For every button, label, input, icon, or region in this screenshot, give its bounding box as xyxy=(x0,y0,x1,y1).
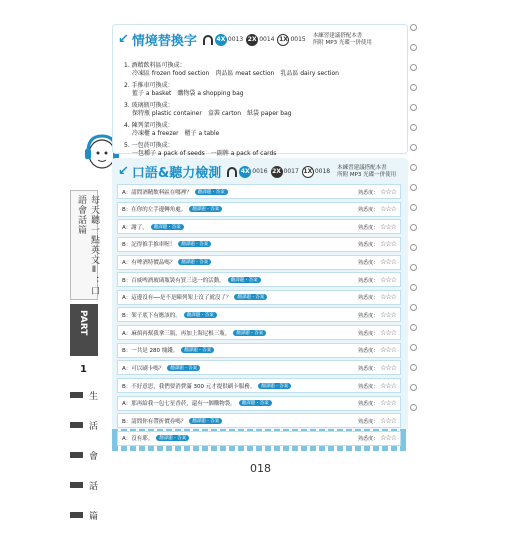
answer-tag[interactable]: 翻譯題・答案 xyxy=(228,277,261,283)
familiarity-rating[interactable]: 熟悉度： ☆☆☆ xyxy=(358,310,396,319)
track-1x[interactable]: 1X 0015 xyxy=(277,34,305,46)
book-title: 每天聽一點英文Ⅱ：口語會話篇 xyxy=(76,195,99,296)
star-icon[interactable]: ☆☆☆ xyxy=(380,416,396,425)
chapter-tab: 會 xyxy=(70,445,98,465)
track-4x[interactable]: 4X 0013 xyxy=(215,34,243,46)
dialogue-text: A：謝了。 xyxy=(122,224,148,231)
answer-tag[interactable]: 翻譯題・答案 xyxy=(189,418,222,424)
answer-tag[interactable]: 翻譯題・答案 xyxy=(156,435,189,441)
book-title-tab xyxy=(70,190,98,300)
star-icon[interactable]: ☆☆☆ xyxy=(380,381,396,390)
star-icon[interactable]: ☆☆☆ xyxy=(380,275,396,284)
list-item: 5. 一包菸可換成： 一包種子 a pack of seeds 一副牌 a pack of cards xyxy=(124,142,277,157)
section2-title: 口語&聽力檢測 xyxy=(131,166,222,181)
answer-tag[interactable]: 翻譯題・答案 xyxy=(167,365,200,371)
binder-hole xyxy=(410,284,417,291)
dialogue-row xyxy=(117,219,401,234)
mp3-note: 本練習建議搭配本書 所附 MP3 光碟一併使用 xyxy=(312,32,372,46)
dialogue-row xyxy=(117,378,401,393)
part-tab xyxy=(70,304,98,356)
binder-hole xyxy=(410,84,417,91)
dialogue-text: A：有啤酒特價品嗎？ xyxy=(122,260,176,267)
chapter-tab: 篇 xyxy=(70,505,98,525)
section1-title: 情境替換字 xyxy=(131,34,197,49)
track-2x[interactable]: 2X 0017 xyxy=(271,166,299,178)
answer-tag[interactable]: 翻譯題・答案 xyxy=(189,206,222,212)
dialogue-row xyxy=(117,396,401,411)
dialogue-text: B：不好意思，我們要消費滿 300 元才提供刷卡服務。 xyxy=(122,383,256,390)
dialogue-row xyxy=(117,290,401,305)
list-item: 4. 陳列架可換成： 冷凍櫃 a freezer 櫃子 a table xyxy=(124,122,220,137)
substitution-list xyxy=(124,62,400,162)
arrow-icon: ↙ xyxy=(118,32,129,47)
binder-hole xyxy=(410,44,417,51)
lesson-card xyxy=(112,24,408,444)
familiarity-rating[interactable]: 熟悉度： ☆☆☆ xyxy=(358,240,396,249)
section2-header xyxy=(118,162,408,181)
binder-hole xyxy=(410,324,417,331)
track-badges xyxy=(227,166,333,178)
dialogue-row xyxy=(117,237,401,252)
list-item: 3. 玻璃瓶可換成： 保特瓶 plastic container 盒裝 carton 紙袋 paper bag xyxy=(124,102,292,117)
binder-hole xyxy=(410,304,417,311)
familiarity-rating[interactable]: 熟悉度： ☆☆☆ xyxy=(358,205,396,214)
binder-hole xyxy=(410,244,417,251)
binder-hole xyxy=(410,144,417,151)
binder-hole xyxy=(410,344,417,351)
star-icon[interactable]: ☆☆☆ xyxy=(380,399,396,408)
star-icon[interactable]: ☆☆☆ xyxy=(380,293,396,302)
answer-tag[interactable]: 翻譯題・答案 xyxy=(233,330,266,336)
binder-hole xyxy=(410,104,417,111)
dialogue-text: B：在你的左手邊轉角處。 xyxy=(122,207,187,214)
familiarity-rating[interactable]: 熟悉度： ☆☆☆ xyxy=(358,293,396,302)
dialogue-row xyxy=(117,360,401,375)
answer-tag[interactable]: 翻譯題・答案 xyxy=(178,259,211,265)
track-2x[interactable]: 2X 0014 xyxy=(246,34,274,46)
arrow-icon: ↙ xyxy=(118,164,129,179)
binder-holes xyxy=(410,24,420,444)
answer-tag[interactable]: 翻譯題・答案 xyxy=(184,312,217,318)
headphone-icon xyxy=(203,35,213,45)
list-item: 2. 手推車可換成： 籃子 a basket 購物袋 a shopping bag xyxy=(124,82,244,97)
star-icon[interactable]: ☆☆☆ xyxy=(380,240,396,249)
answer-tag[interactable]: 翻譯題・答案 xyxy=(234,294,267,300)
dialogue-row xyxy=(117,325,401,340)
familiarity-rating[interactable]: 熟悉度： ☆☆☆ xyxy=(358,275,396,284)
dialogue-row xyxy=(117,184,401,199)
dialogue-text: A：可以刷卡嗎？ xyxy=(122,365,165,372)
dialogue-row xyxy=(117,343,401,358)
dialogue-text: B：一共是 280 塊錢。 xyxy=(122,348,179,355)
binder-hole xyxy=(410,64,417,71)
page-number: 018 xyxy=(250,462,271,475)
binder-hole xyxy=(410,224,417,231)
chapter-tab: 話 xyxy=(70,475,98,495)
familiarity-rating[interactable]: 熟悉度： ☆☆☆ xyxy=(358,258,396,267)
section1-header xyxy=(118,30,408,49)
part-label: PART xyxy=(78,310,88,336)
dialogue-text: A：請問酒精飲料區在哪裡？ xyxy=(122,189,192,196)
track-badges xyxy=(203,34,309,46)
dialogue-text: B：架子底下有應該的。 xyxy=(122,312,181,319)
dialogue-text: A：沒有耶。 xyxy=(122,436,154,443)
dialogue-row xyxy=(117,272,401,287)
familiarity-rating[interactable]: 熟悉度： ☆☆☆ xyxy=(358,416,396,425)
chapter-tabs xyxy=(70,385,98,525)
familiarity-rating[interactable]: 熟悉度： ☆☆☆ xyxy=(358,187,396,196)
binder-hole xyxy=(410,264,417,271)
part-number: 1 xyxy=(80,364,87,375)
dialogue-text: B：百威啤酒玻璃瓶裝有買三送一的活動。 xyxy=(122,277,225,284)
track-1x[interactable]: 1X 0018 xyxy=(302,166,330,178)
dialogue-row xyxy=(117,307,401,322)
star-icon[interactable]: ☆☆☆ xyxy=(380,346,396,355)
dialogue-row xyxy=(117,202,401,217)
answer-tag[interactable]: 翻譯題・答案 xyxy=(178,241,211,247)
dialogue-text: A：那再給我一包七星香菸，還有一個購物袋。 xyxy=(122,401,236,408)
star-icon[interactable]: ☆☆☆ xyxy=(380,434,396,443)
dialogue-rows xyxy=(117,184,401,449)
star-icon[interactable]: ☆☆☆ xyxy=(380,363,396,372)
familiarity-rating[interactable]: 熟悉度： ☆☆☆ xyxy=(358,328,396,337)
star-icon[interactable]: ☆☆☆ xyxy=(380,187,396,196)
star-icon[interactable]: ☆☆☆ xyxy=(380,222,396,231)
familiarity-rating[interactable]: 熟悉度： ☆☆☆ xyxy=(358,222,396,231)
dialogue-text: B：記得推手推車喔！ xyxy=(122,242,176,249)
familiarity-rating[interactable]: 熟悉度： ☆☆☆ xyxy=(358,381,396,390)
dialogue-row xyxy=(117,413,401,428)
chapter-tab: 生 xyxy=(70,385,98,405)
mp3-note: 本練習建議搭配本書 所附 MP3 光碟一併使用 xyxy=(337,164,397,178)
side-strip xyxy=(70,190,98,535)
binder-hole xyxy=(410,384,417,391)
dialogue-row xyxy=(117,431,401,446)
binder-hole xyxy=(410,404,417,411)
list-item: 1. 酒精飲料區可換成： 冷凍區 frozen food section 肉品區 meat section 乳品區 dairy section xyxy=(124,62,339,77)
headphone-icon xyxy=(227,167,237,177)
familiarity-rating[interactable]: 熟悉度： ☆☆☆ xyxy=(358,434,396,443)
star-icon[interactable]: ☆☆☆ xyxy=(380,205,396,214)
dialogue-text: B：請問你有帶折價券嗎？ xyxy=(122,418,187,425)
answer-tag[interactable]: 翻譯題・答案 xyxy=(258,383,291,389)
dialogue-row xyxy=(117,255,401,270)
dialogue-text: A：麻煩再幫我拿三瓶，再加上海尼根三瓶。 xyxy=(122,330,231,337)
star-icon[interactable]: ☆☆☆ xyxy=(380,310,396,319)
binder-hole xyxy=(410,184,417,191)
track-4x[interactable]: 4X 0016 xyxy=(239,166,267,178)
familiarity-rating[interactable]: 熟悉度： ☆☆☆ xyxy=(358,363,396,372)
chapter-tab: 活 xyxy=(70,415,98,435)
answer-tag[interactable]: 翻譯題・答案 xyxy=(181,347,214,353)
binder-hole xyxy=(410,24,417,31)
star-icon[interactable]: ☆☆☆ xyxy=(380,258,396,267)
binder-hole xyxy=(410,164,417,171)
answer-tag[interactable]: 翻譯題・答案 xyxy=(239,400,272,406)
binder-hole xyxy=(410,364,417,371)
familiarity-rating[interactable]: 熟悉度： ☆☆☆ xyxy=(358,346,396,355)
binder-hole xyxy=(410,204,417,211)
answer-tag[interactable]: 翻譯題・答案 xyxy=(195,189,228,195)
dialogue-text: A：這邊沒有──是不是陳列架上沒了就沒了？ xyxy=(122,295,232,302)
binder-hole xyxy=(410,124,417,131)
star-icon[interactable]: ☆☆☆ xyxy=(380,328,396,337)
answer-tag[interactable]: 翻譯題・答案 xyxy=(151,224,184,230)
familiarity-rating[interactable]: 熟悉度： ☆☆☆ xyxy=(358,399,396,408)
